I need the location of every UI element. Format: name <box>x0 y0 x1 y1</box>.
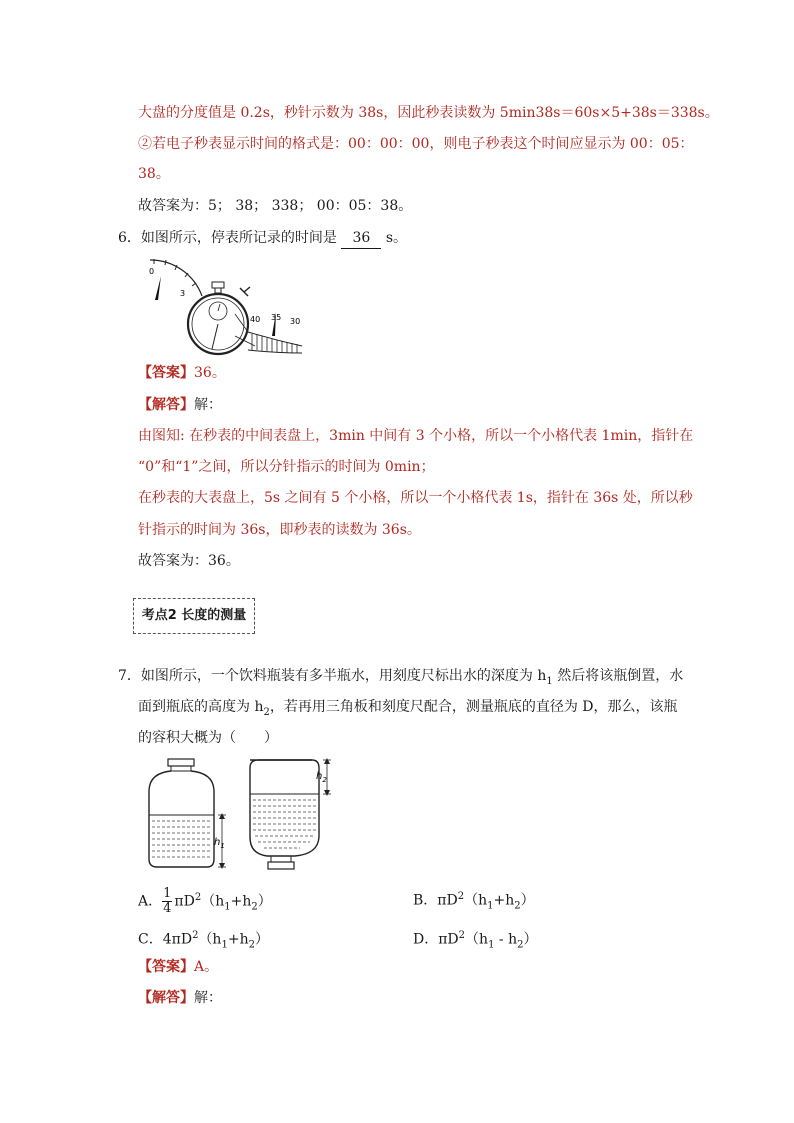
option-label: D． <box>413 931 439 948</box>
option-d[interactable]: D．$\pi D^2(h_1 - h_2)$ <box>413 930 538 951</box>
dial-label-three: 3 <box>180 289 186 298</box>
question-7-stem-line-1 <box>118 666 683 692</box>
answer-blank: 36 <box>341 228 381 249</box>
q7-answer-line <box>138 957 218 977</box>
answer-tag: 【答案】 <box>138 959 194 975</box>
option-label: C． <box>138 931 163 948</box>
q6-final-answer: 故答案为：36。 <box>138 553 240 569</box>
stopwatch-body <box>188 282 255 354</box>
solution-line-1: 大盘的分度值是 0.2s，秒针示数为 38s，因此秒表读数为 5min38s＝60s×5+38s＝338s。 <box>138 105 719 121</box>
option-a[interactable]: A． $\frac{1}{4}$ $\pi D^2(h_1+h_2)$ <box>138 886 272 917</box>
unit-text: s。 <box>385 230 408 246</box>
solution-lead: 解： <box>194 990 222 1006</box>
scale-label-35: 35 <box>271 313 282 322</box>
upright-bottle <box>149 759 226 869</box>
bottle-figure <box>140 755 365 875</box>
second-scale-zoom <box>248 312 302 353</box>
q6-solution-header <box>138 395 222 415</box>
q7-solution-header <box>138 988 222 1008</box>
stopwatch-figure <box>140 254 310 359</box>
label-h1: $h_1$ <box>214 837 225 850</box>
solution-lead: 解： <box>194 397 222 413</box>
minute-needle <box>155 276 161 300</box>
subscript: 1 <box>546 675 553 687</box>
subscript: 2 <box>263 706 270 718</box>
section-heading: 考点2 长度的测量 <box>133 598 255 634</box>
question-text: ，若再用三角板和刻度尺配合，测量瓶底的直径为 D，那么，该瓶 <box>269 699 678 715</box>
fraction-one-quarter: $\frac{1}{4}$ <box>163 886 172 917</box>
q6-solution-line-3: 在秒表的大表盘上，5s 之间有 5 个小格，所以一个小格代表 1s，指针在 36s 处，所以秒 <box>138 490 693 506</box>
inverted-bottle <box>250 758 331 869</box>
solution-tag: 【解答】 <box>138 990 194 1006</box>
option-label: B． <box>413 892 438 909</box>
option-c[interactable]: C．$4\pi D^2(h_1+h_2)$ <box>138 930 269 951</box>
label-h2: $h_2$ <box>316 771 327 784</box>
q6-solution-line-2: “0”和“1”之间，所以分针指示的时间为 0min； <box>138 459 435 475</box>
solution-line-3: 38。 <box>138 166 170 182</box>
q6-answer-line <box>138 363 226 383</box>
question-7-stem-line-3: 的容积大概为（ ） <box>138 730 278 746</box>
solution-line-2: ②若电子秒表显示时间的格式是：00：00：00，则电子秒表这个时间应显示为 00：05： <box>138 136 694 152</box>
question-text: 如图所示，一个饮料瓶装有多半瓶水，用刻度尺标出水的深度为 h <box>140 668 547 684</box>
dial-label-zero: 0 <box>149 267 155 276</box>
question-6-stem <box>118 228 407 249</box>
answer-summary-line: 故答案为：5； 38； 338； 00：05：38。 <box>138 198 413 214</box>
question-number: 7． <box>118 668 141 684</box>
answer-tag: 【答案】 <box>138 365 194 381</box>
q6-solution-line-4: 针指示的时间为 36s，即秒表的读数为 36s。 <box>138 522 421 538</box>
answer-value: 36。 <box>194 365 226 381</box>
question-text: 然后将该瓶倒置，水 <box>552 668 684 684</box>
minute-dial-zoom <box>149 259 202 300</box>
question-text: 如图所示，停表所记录的时间是 <box>140 230 337 246</box>
answer-value: A。 <box>194 959 219 975</box>
question-text: 面到瓶底的高度为 h <box>138 699 264 715</box>
option-b[interactable]: B．$\pi D^2(h_1+h_2)$ <box>413 891 535 912</box>
option-label: A． <box>138 893 163 910</box>
solution-tag: 【解答】 <box>138 397 194 413</box>
q6-solution-line-1: 由图知: 在秒表的中间表盘上，3min 中间有 3 个小格，所以一个小格代表 1min，指针在 <box>138 428 694 444</box>
scale-label-40: 40 <box>250 315 261 324</box>
question-number: 6． <box>118 230 141 246</box>
question-7-stem-line-2 <box>138 697 678 723</box>
scale-label-30: 30 <box>290 317 301 326</box>
